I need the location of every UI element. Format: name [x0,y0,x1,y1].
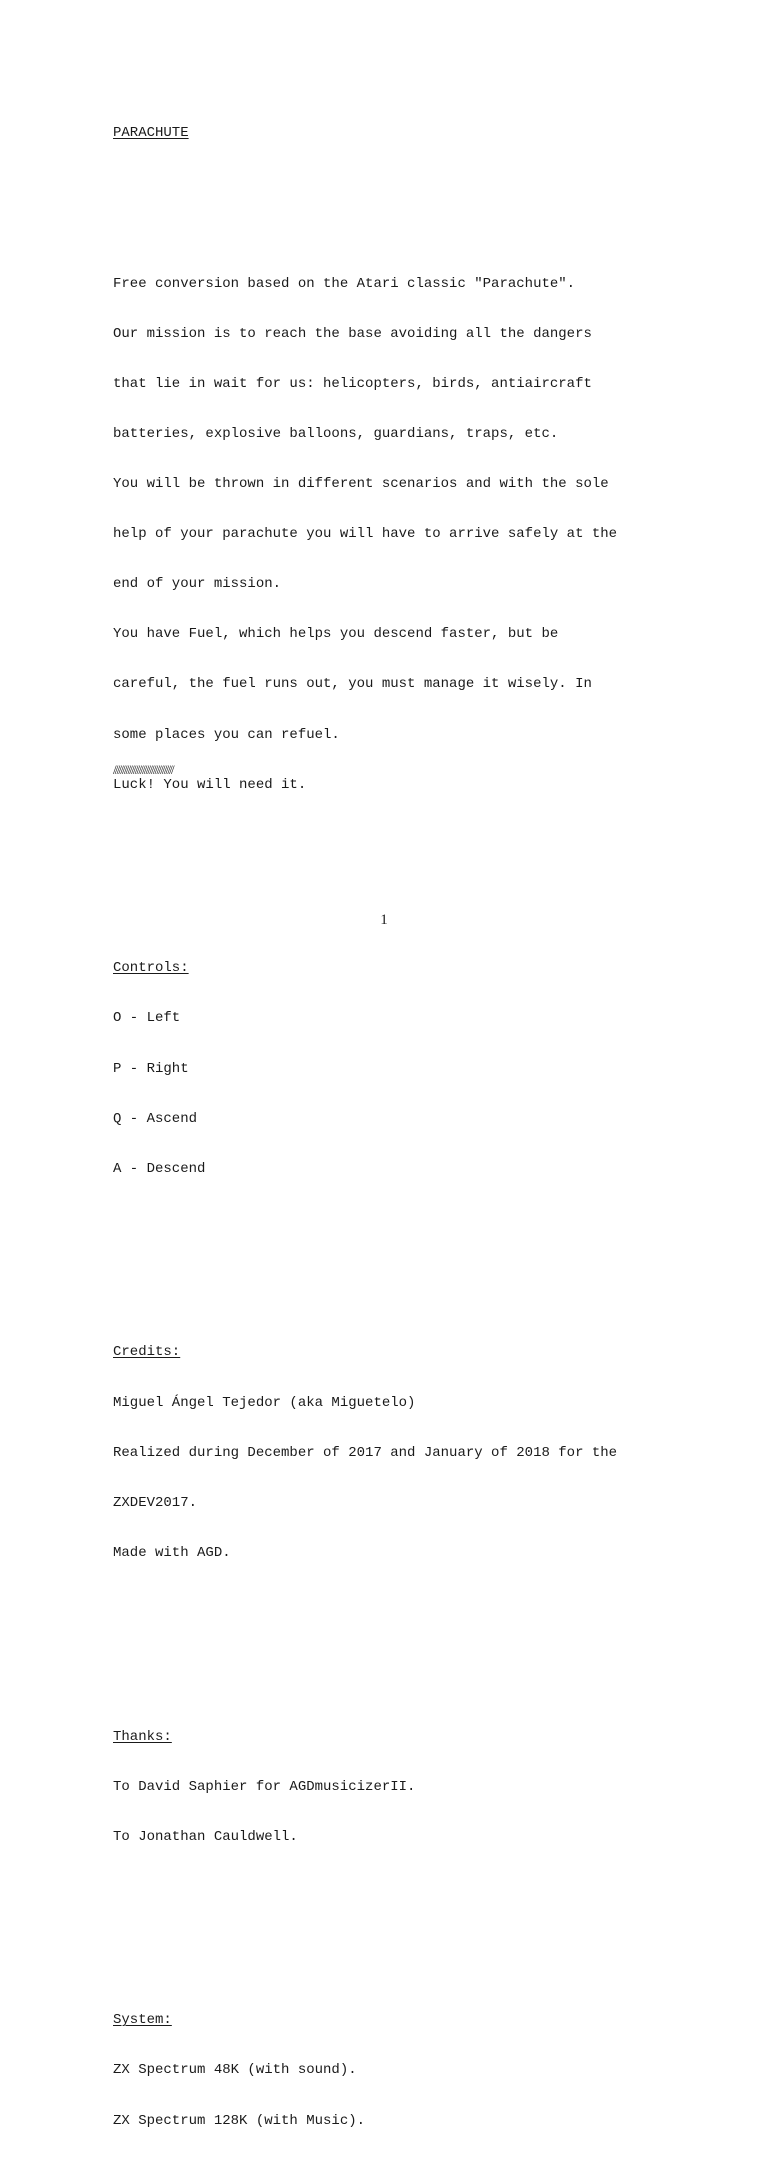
credit-item: Realized during December of 2017 and January of 2018 for the [113,1444,618,1461]
credit-item: Made with AGD. [113,1544,231,1561]
system-section [113,1979,673,2163]
spacer [113,1912,673,1929]
spacer [113,860,673,877]
document-body [113,92,673,2179]
control-item: O - Left [113,1010,181,1027]
separator-line: ///////////////////////////////// [113,762,173,777]
intro-section [113,242,673,826]
intro-line: careful, the fuel runs out, you must manage it wisely. In [113,676,592,693]
intro-line: Our mission is to reach the base avoiding all the dangers [113,325,592,342]
intro-line: You will be thrown in different scenarios and with the sole [113,476,609,493]
intro-line: some places you can refuel. [113,726,340,743]
intro-line: You have Fuel, which helps you descend faster, but be [113,626,559,643]
spacer [113,1244,673,1261]
intro-line: Free conversion based on the Atari classic "Parachute". [113,275,576,292]
intro-line: help of your parachute you will have to arrive safely at the [113,526,618,543]
credit-item: Miguel Ángel Tejedor (aka Miguetelo) [113,1394,416,1411]
control-item: A - Descend [113,1160,206,1177]
control-item: Q - Ascend [113,1110,198,1127]
credits-section [113,1311,673,1595]
thanks-section [113,1695,673,1879]
controls-section [113,927,673,1211]
system-item: ZX Spectrum 128K (with Music). [113,2112,366,2129]
document-title: PARACHUTE [113,125,189,142]
system-heading: System: [113,2012,172,2029]
spacer [113,1628,673,1645]
credits-heading: Credits: [113,1344,181,1361]
intro-line: that lie in wait for us: helicopters, birds, antiaircraft [113,375,592,392]
control-item: P - Right [113,1060,189,1077]
credit-item: ZXDEV2017. [113,1494,198,1511]
spacer [113,176,673,193]
intro-line: end of your mission. [113,576,282,593]
thanks-item: To Jonathan Cauldwell. [113,1828,298,1845]
page-number: 1 [380,912,388,928]
intro-line: batteries, explosive balloons, guardians, traps, etc. [113,425,559,442]
thanks-heading: Thanks: [113,1728,172,1745]
system-item: ZX Spectrum 48K (with sound). [113,2062,357,2079]
controls-heading: Controls: [113,960,189,977]
intro-line: Luck! You will need it. [113,776,307,793]
thanks-item: To David Saphier for AGDmusicizerII. [113,1778,416,1795]
